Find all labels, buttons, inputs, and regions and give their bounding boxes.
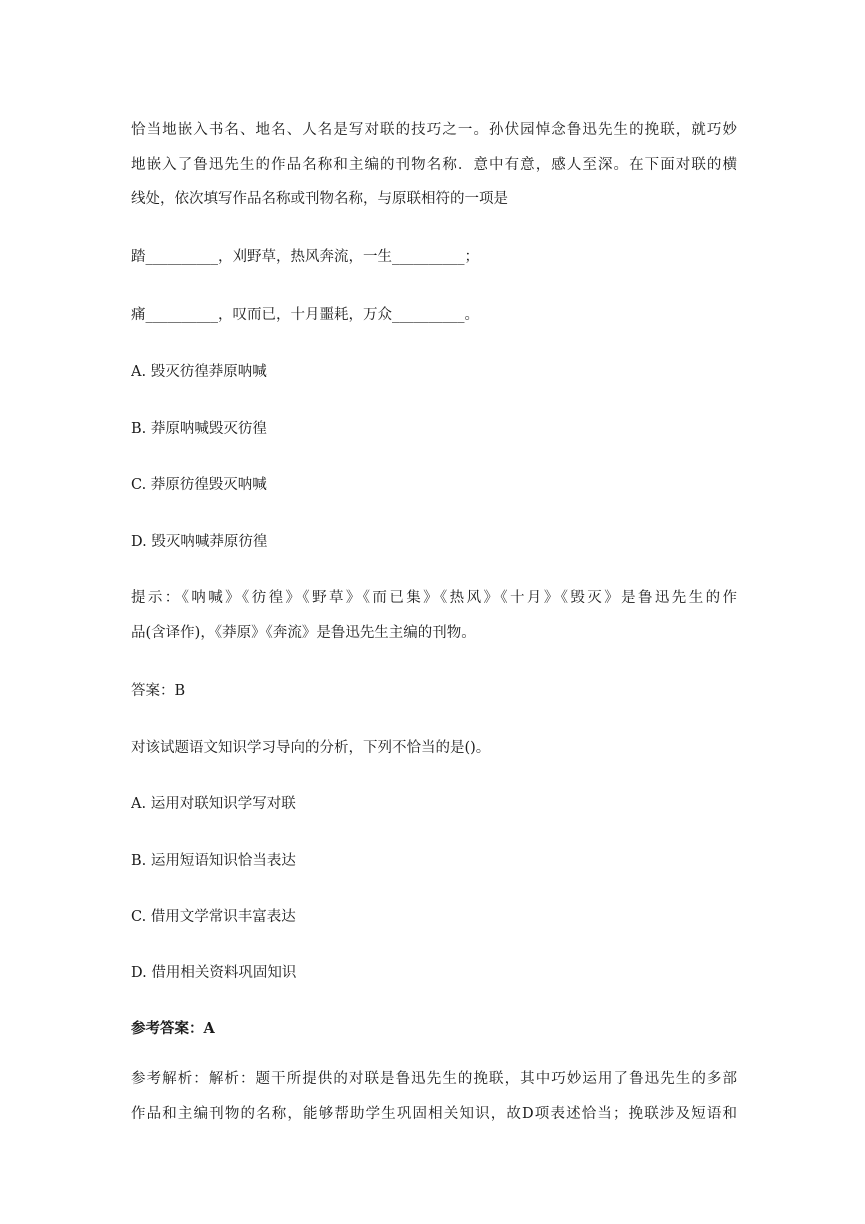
analysis-question-stem: 对该试题语文知识学习导向的分析，下列不恰当的是()。	[131, 740, 491, 756]
option-a: A. 毁灭彷徨莽原呐喊	[131, 364, 267, 380]
analysis-option-d: D. 借用相关资料巩固知识	[131, 965, 297, 981]
couplet-line-2: 痛__________，叹而已，十月噩耗，万众__________。	[131, 307, 479, 323]
hint-line-2: 品(含译作)，《莽原》《奔流》是鲁迅先生主编的刊物。	[131, 625, 476, 641]
hint-line-1: 提示：《呐喊》《彷徨》《野草》《而已集》《热风》《十月》《毁灭》是鲁迅先生的作	[131, 590, 737, 606]
question-stem-line-2: 地嵌入了鲁迅先生的作品名称和主编的刊物名称．意中有意，感人至深。在下面对联的横	[131, 157, 737, 173]
reference-answer: 参考答案：A	[131, 1020, 215, 1037]
analysis-option-c: C. 借用文学常识丰富表达	[131, 909, 296, 925]
explanation-line-1: 参考解析：解析：题干所提供的对联是鲁迅先生的挽联，其中巧妙运用了鲁迅先生的多部	[131, 1071, 737, 1087]
explanation-line-2: 作品和主编刊物的名称，能够帮助学生巩固相关知识，故D项表述恰当；挽联涉及短语和	[131, 1106, 737, 1122]
option-d: D. 毁灭呐喊莽原彷徨	[131, 534, 268, 550]
answer-line: 答案：B	[131, 683, 186, 699]
question-stem-line-3: 线处，依次填写作品名称或刊物名称，与原联相符的一项是	[131, 191, 508, 207]
analysis-option-b: B. 运用短语知识恰当表达	[131, 853, 296, 869]
question-stem-line-1: 恰当地嵌入书名、地名、人名是写对联的技巧之一。孙伏园悼念鲁迅先生的挽联，就巧妙	[131, 122, 737, 138]
analysis-option-a: A. 运用对联知识学写对联	[131, 796, 296, 812]
option-b: B. 莽原呐喊毁灭彷徨	[131, 421, 267, 437]
couplet-line-1: 踏__________，刈野草，热风奔流，一生__________；	[131, 249, 479, 265]
option-c: C. 莽原彷徨毁灭呐喊	[131, 477, 267, 493]
